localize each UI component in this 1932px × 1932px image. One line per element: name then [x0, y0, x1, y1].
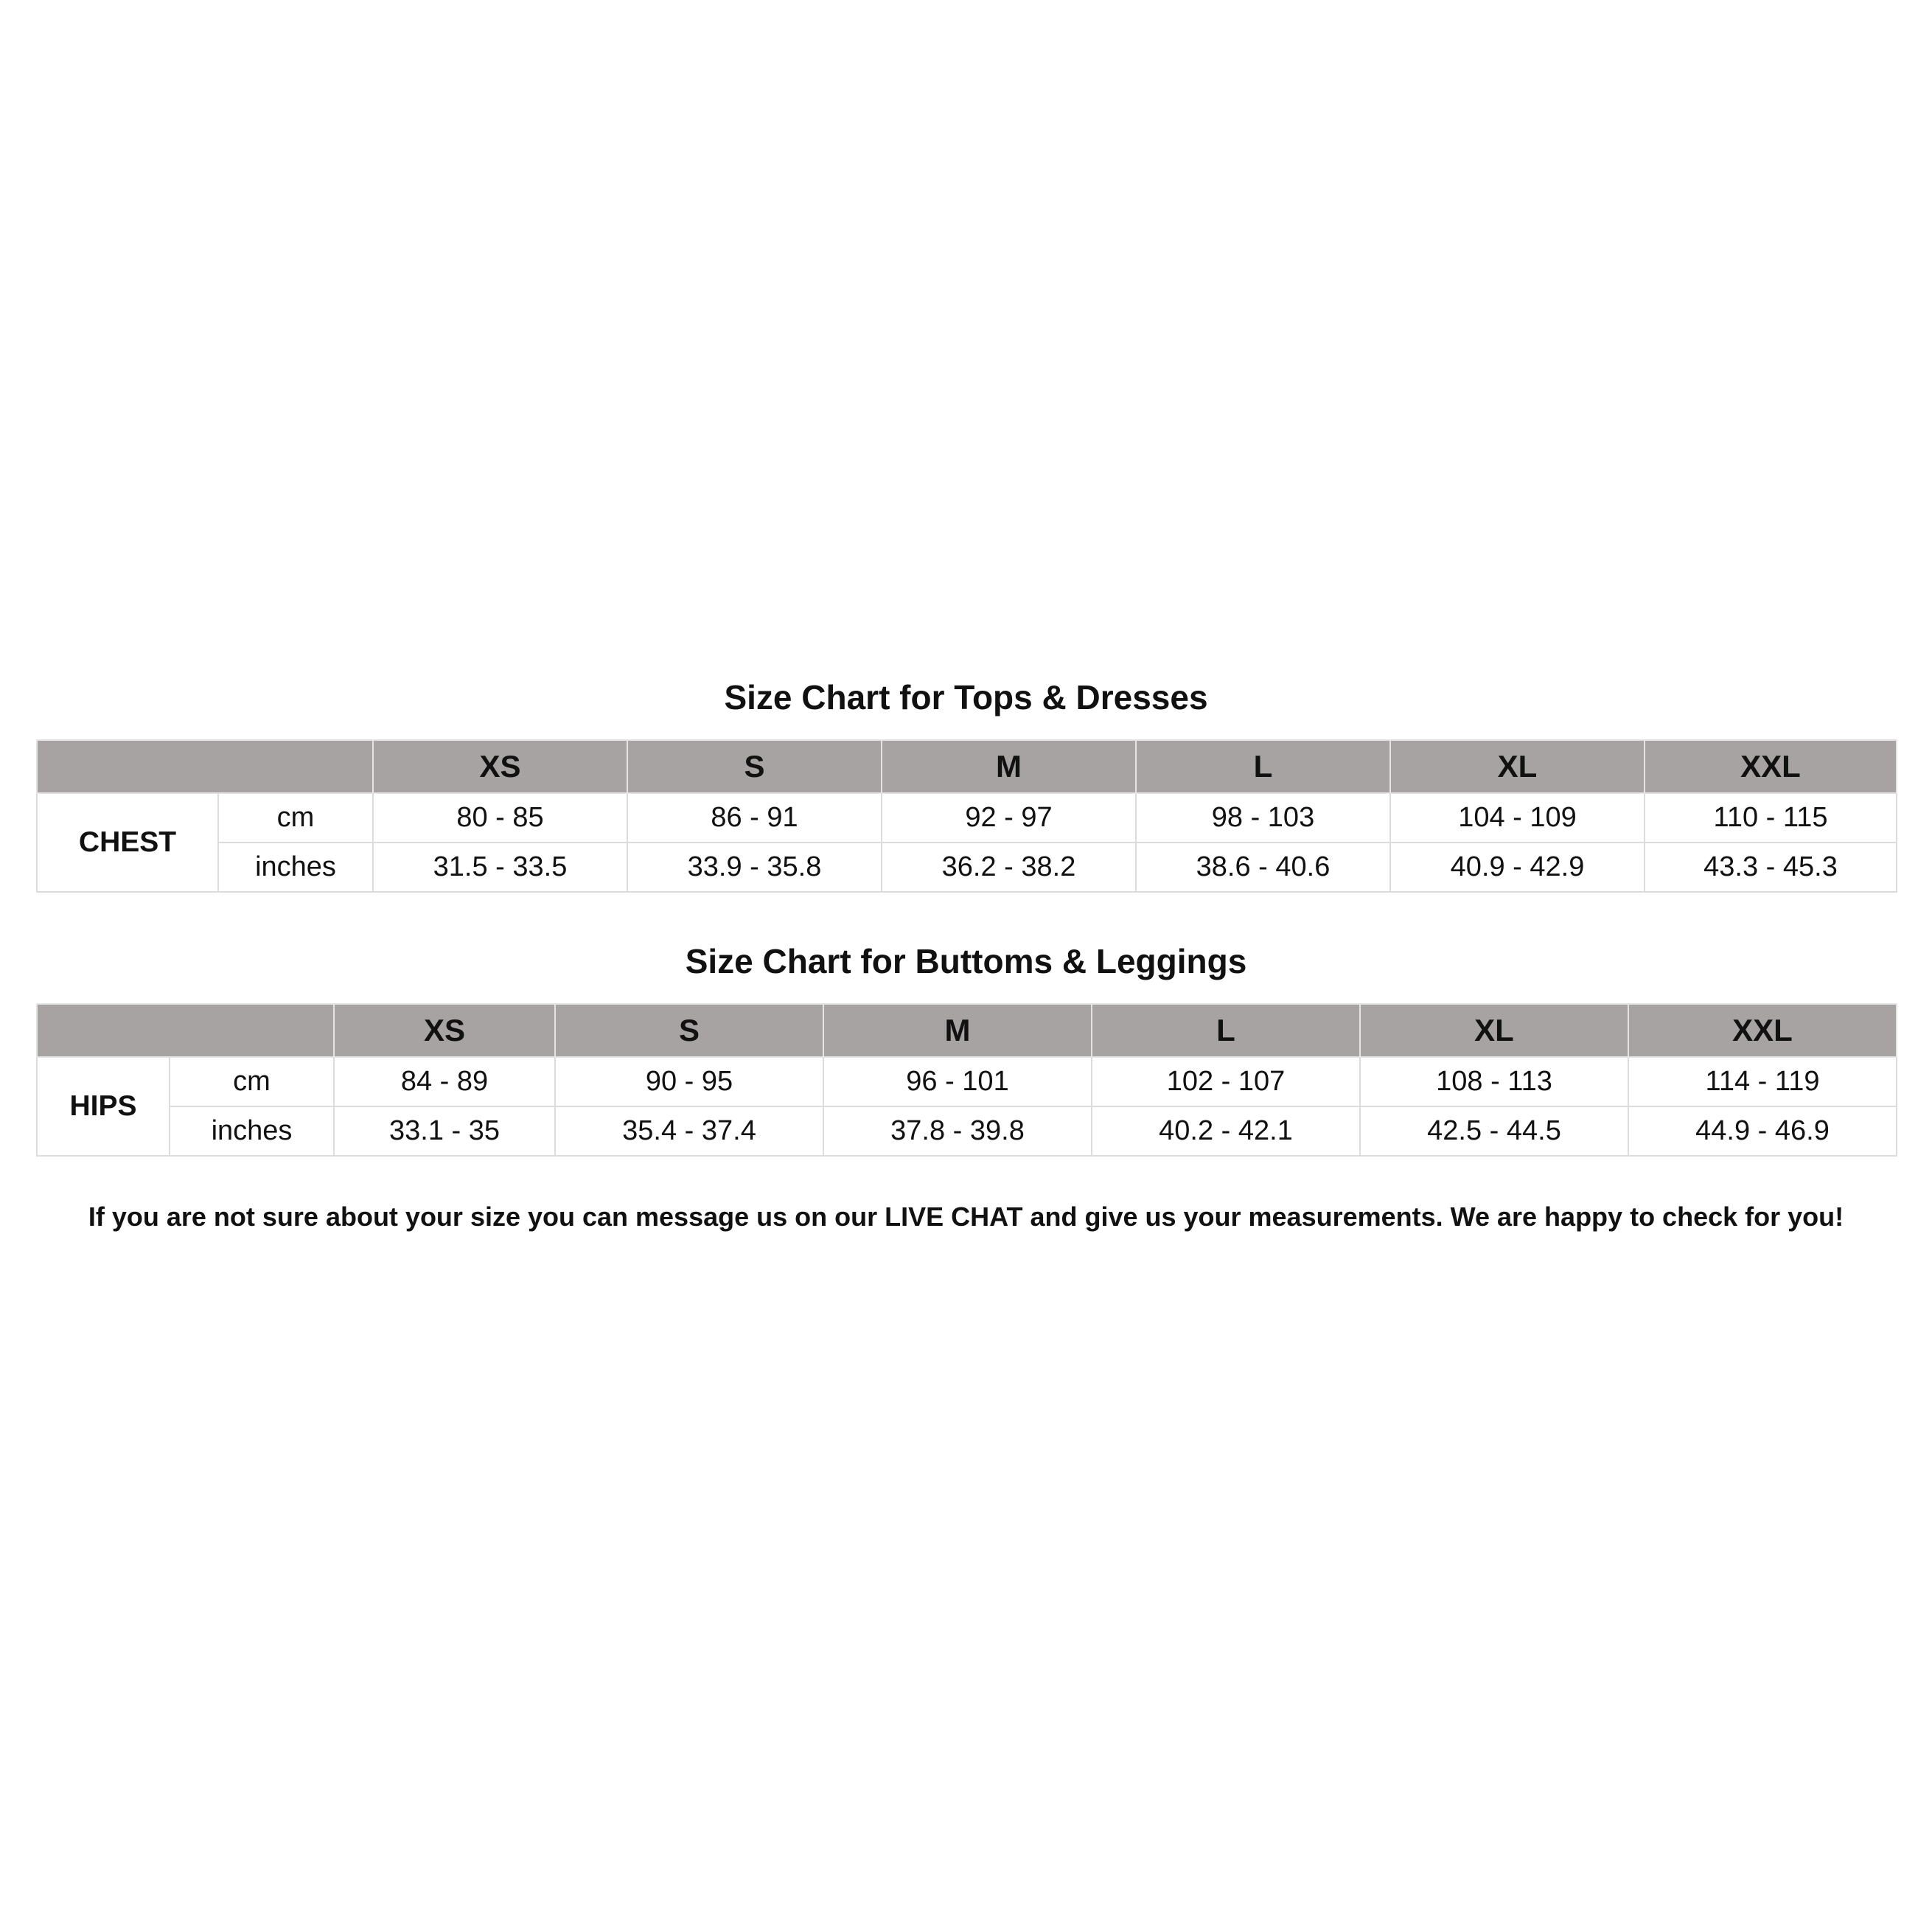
- table-cell: 36.2 - 38.2: [882, 843, 1136, 892]
- table-cell: 44.9 - 46.9: [1628, 1106, 1897, 1156]
- table-cell: 80 - 85: [373, 793, 627, 843]
- bottoms-inches-row: [37, 1106, 1897, 1156]
- tops-header-empty-cell: [37, 740, 373, 793]
- tops-chart-title: Size Chart for Tops & Dresses: [724, 678, 1208, 716]
- table-cell: 92 - 97: [882, 793, 1136, 843]
- unit-label: inches: [170, 1106, 334, 1156]
- unit-label: inches: [218, 843, 373, 892]
- table-cell: 98 - 103: [1136, 793, 1390, 843]
- bottoms-chart-title: Size Chart for Buttoms & Leggings: [685, 942, 1247, 980]
- bottoms-header-row: [37, 1004, 1897, 1057]
- table-cell: 102 - 107: [1092, 1057, 1360, 1106]
- tops-size-header: XXL: [1645, 740, 1897, 793]
- tops-cm-row: [37, 793, 1897, 843]
- bottoms-header-empty-cell: [37, 1004, 334, 1057]
- table-cell: 38.6 - 40.6: [1136, 843, 1390, 892]
- table-cell: 110 - 115: [1645, 793, 1897, 843]
- table-cell: 114 - 119: [1628, 1057, 1897, 1106]
- hips-label: HIPS: [37, 1057, 170, 1156]
- tops-size-table: [36, 739, 1897, 893]
- tops-size-header: S: [627, 740, 882, 793]
- tops-size-header: L: [1136, 740, 1390, 793]
- bottoms-size-header: L: [1092, 1004, 1360, 1057]
- bottoms-size-header: XS: [334, 1004, 555, 1057]
- table-cell: 33.9 - 35.8: [627, 843, 882, 892]
- table-cell: 42.5 - 44.5: [1360, 1106, 1628, 1156]
- footer-note: If you are not sure about your size you can message us on our LIVE CHAT and give us your measurements. We are happy to check for you!: [88, 1202, 1844, 1232]
- chest-label: CHEST: [37, 793, 218, 892]
- bottoms-size-header: M: [823, 1004, 1092, 1057]
- table-cell: 84 - 89: [334, 1057, 555, 1106]
- unit-label: cm: [218, 793, 373, 843]
- table-cell: 37.8 - 39.8: [823, 1106, 1092, 1156]
- table-cell: 33.1 - 35: [334, 1106, 555, 1156]
- bottoms-size-table: [36, 1003, 1897, 1157]
- tops-size-header: XS: [373, 740, 627, 793]
- tops-inches-row: [37, 843, 1897, 892]
- tops-size-header: M: [882, 740, 1136, 793]
- table-cell: 96 - 101: [823, 1057, 1092, 1106]
- table-cell: 108 - 113: [1360, 1057, 1628, 1106]
- table-cell: 40.2 - 42.1: [1092, 1106, 1360, 1156]
- bottoms-size-header: S: [555, 1004, 823, 1057]
- table-cell: 31.5 - 33.5: [373, 843, 627, 892]
- bottoms-size-header: XXL: [1628, 1004, 1897, 1057]
- table-cell: 40.9 - 42.9: [1390, 843, 1645, 892]
- table-cell: 86 - 91: [627, 793, 882, 843]
- bottoms-cm-row: [37, 1057, 1897, 1106]
- table-cell: 35.4 - 37.4: [555, 1106, 823, 1156]
- tops-size-header: XL: [1390, 740, 1645, 793]
- bottoms-size-header: XL: [1360, 1004, 1628, 1057]
- table-cell: 90 - 95: [555, 1057, 823, 1106]
- table-cell: 43.3 - 45.3: [1645, 843, 1897, 892]
- table-cell: 104 - 109: [1390, 793, 1645, 843]
- unit-label: cm: [170, 1057, 334, 1106]
- tops-header-row: [37, 740, 1897, 793]
